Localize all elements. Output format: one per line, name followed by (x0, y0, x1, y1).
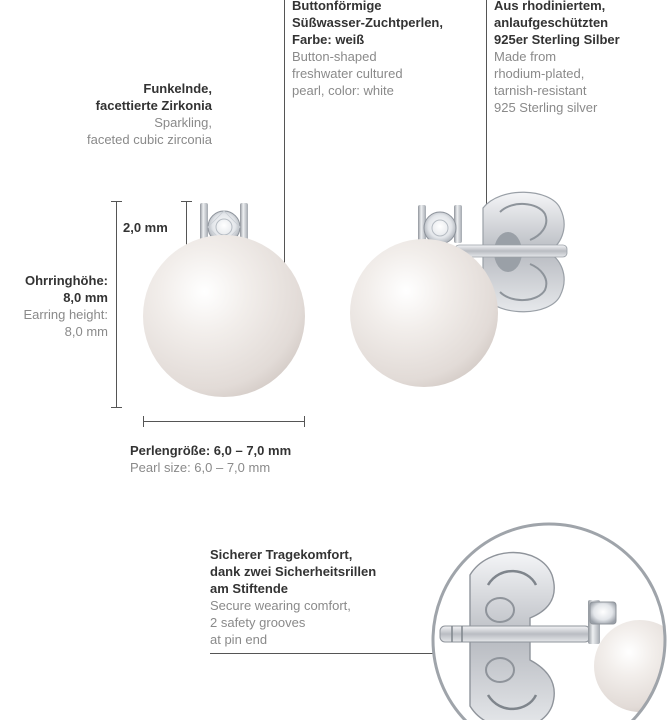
zirconia-label-en-1: Sparkling, (154, 115, 212, 130)
zirconia-label-de-2: facettierte Zirkonia (95, 98, 212, 113)
pearl-type-en-1: Button-shaped (292, 49, 377, 64)
earring-height-de-1: Ohrringhöhe: (24, 273, 108, 288)
stone-size-label: 2,0 mm (123, 220, 168, 235)
pearl-type-en-3: pearl, color: white (292, 83, 394, 98)
material-de-1: Aus rhodiniertem, (494, 0, 606, 13)
pearl-type-de-1: Buttonförmige (292, 0, 382, 13)
front-earring (143, 203, 305, 397)
pearl-type-en-2: freshwater cultured (292, 66, 403, 81)
zirconia-label-en-2: faceted cubic zirconia (86, 132, 212, 147)
pearl-size-en: Pearl size: 6,0 – 7,0 mm (130, 460, 271, 475)
earring-height-de-2: 8,0 mm (63, 290, 108, 305)
material-en-4: 925 Sterling silver (494, 100, 598, 115)
material-de-3: 925er Sterling Silber (494, 32, 620, 47)
pearl-type-de-2: Süßwasser-Zuchtperlen, (292, 15, 443, 30)
material-en-1: Made from (494, 49, 557, 64)
earring-height-en-1: Earring height: (23, 307, 108, 322)
comfort-de-3: am Stiftende (210, 581, 289, 596)
pearl-size-de: Perlengröße: 6,0 – 7,0 mm (130, 443, 292, 458)
material-en-3: tarnish-resistant (494, 83, 587, 98)
comfort-en-1: Secure wearing comfort, (210, 598, 351, 613)
earring-height-en-2: 8,0 mm (64, 324, 108, 339)
side-earring (350, 192, 567, 387)
material-en-2: rhodium-plated, (494, 66, 585, 81)
pearl-type-de-3: Farbe: weiß (292, 32, 365, 47)
comfort-de-2: dank zwei Sicherheitsrillen (210, 564, 377, 579)
pearl-icon (143, 235, 305, 397)
comfort-de-1: Sicherer Tragekomfort, (210, 547, 353, 562)
comfort-en-2: 2 safety grooves (210, 615, 306, 630)
comfort-en-3: at pin end (210, 632, 268, 647)
detail-magnifier (433, 524, 668, 720)
material-de-2: anlaufgeschützten (494, 15, 609, 30)
zirconia-label-de-1: Funkelnde, (143, 81, 212, 96)
